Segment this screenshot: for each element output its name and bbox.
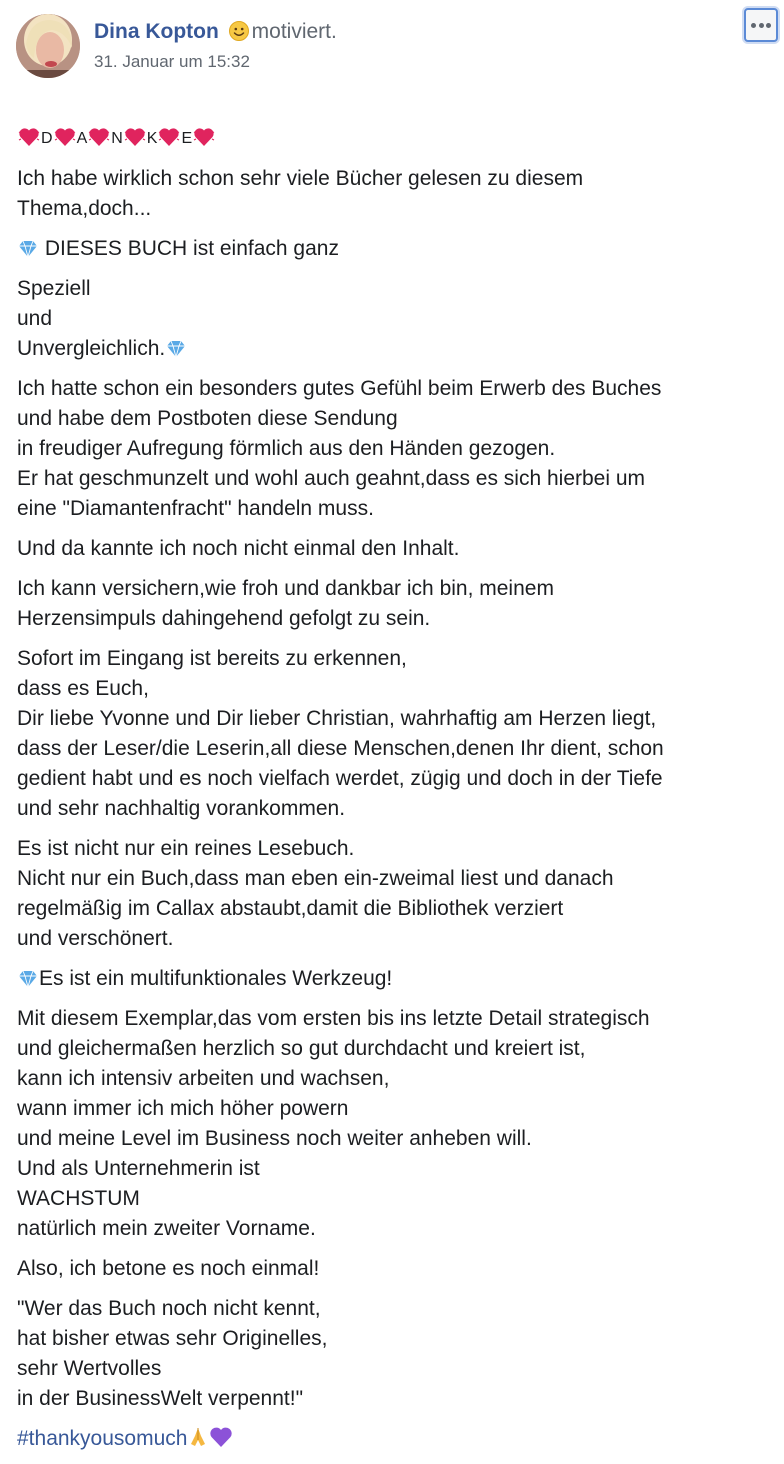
- paragraph-text: Es ist ein multifunktionales Werkzeug!: [39, 967, 393, 990]
- heart-icon: [158, 127, 180, 147]
- danke-letter: D: [41, 130, 53, 147]
- feeling-text: motiviert.: [251, 20, 337, 43]
- post-timestamp[interactable]: 31. Januar um 15:32: [94, 52, 250, 71]
- heart-icon: [54, 127, 76, 147]
- post-paragraph: Also, ich betone es noch einmal!: [17, 1257, 320, 1280]
- author-name[interactable]: Dina Kopton: [94, 20, 219, 43]
- hashtag-link[interactable]: #thankyousomuch: [17, 1427, 188, 1450]
- danke-letter: A: [76, 130, 88, 147]
- post-paragraph: [17, 274, 781, 364]
- gem-icon: [165, 340, 187, 358]
- post-paragraph: [17, 234, 781, 264]
- heart-icon: [88, 127, 110, 147]
- gem-icon: [17, 970, 39, 988]
- post-paragraph: Ich kann versichern,wie froh und dankbar ich bin, meinem Herzensimpuls dahingehend gefolgt zu sein.: [17, 577, 554, 630]
- heart-icon: [18, 127, 40, 147]
- post-paragraph: Es ist nicht nur ein reines Lesebuch. Nicht nur ein Buch,dass man eben ein-zweimal liest und danach regelmäßig im Callax abstaubt,damit die Bibliothek verziert und verschönert.: [17, 837, 614, 950]
- smiling-face-icon: [229, 21, 249, 41]
- post-paragraph: Ich hatte schon ein besonders gutes Gefühl beim Erwerb des Buches und habe dem Postboten diese Sendung in freudiger Aufregung förmlich aus den Händen gezogen. Er hat geschmunzelt und wohl auch geahnt,dass es sich hierbei um eine "Diamantenfracht" handeln muss.: [17, 377, 662, 520]
- paragraph-text: Speziell und Unvergleichlich.: [17, 277, 166, 360]
- post-paragraph: Und da kannte ich noch nicht einmal den Inhalt.: [17, 537, 460, 560]
- danke-letter: E: [181, 130, 193, 147]
- purple-heart-icon: [209, 1426, 233, 1448]
- heart-icon: [124, 127, 146, 147]
- post-paragraph: Ich habe wirklich schon sehr viele Bücher gelesen zu diesem Thema,doch...: [17, 167, 584, 220]
- gem-icon: [17, 240, 39, 258]
- danke-line: [17, 93, 781, 154]
- danke-letter: N: [111, 130, 123, 147]
- post-header: [16, 14, 784, 80]
- paragraph-text: DIESES BUCH ist einfach ganz: [44, 237, 339, 260]
- more-options-button[interactable]: [744, 8, 778, 42]
- author-line: [94, 20, 337, 44]
- post-body: [17, 93, 781, 1464]
- post-paragraph: Mit diesem Exemplar,das vom ersten bis ins letzte Detail strategisch und gleichermaßen herzlich so gut durchdacht und kreiert ist, kann ich intensiv arbeiten und wachsen, wann immer ich mich höher powern und meine Level im Business noch weiter anheben will. Und als Unternehmerin ist WACHSTUM natürlich mein zweiter Vorname.: [17, 1007, 650, 1240]
- folded-hands-icon: [187, 1426, 209, 1448]
- post-paragraph: Sofort im Eingang ist bereits zu erkennen, dass es Euch, Dir liebe Yvonne und Dir lieber Christian, wahrhaftig am Herzen liegt, dass der Leser/die Leserin,all diese Menschen,denen Ihr dient, schon gedient habt und es noch vielfach werdet, zügig und doch in der Tiefe und sehr nachhaltig vorankommen.: [17, 647, 664, 820]
- post-paragraph: "Wer das Buch noch nicht kennt, hat bisher etwas sehr Originelles, sehr Wertvolles in der BusinessWelt verpennt!": [17, 1297, 328, 1410]
- heart-icon: [193, 127, 215, 147]
- post-paragraph: [17, 964, 781, 994]
- hashtag-line: [17, 1424, 781, 1454]
- danke-letter: K: [146, 130, 158, 147]
- avatar[interactable]: [16, 14, 80, 78]
